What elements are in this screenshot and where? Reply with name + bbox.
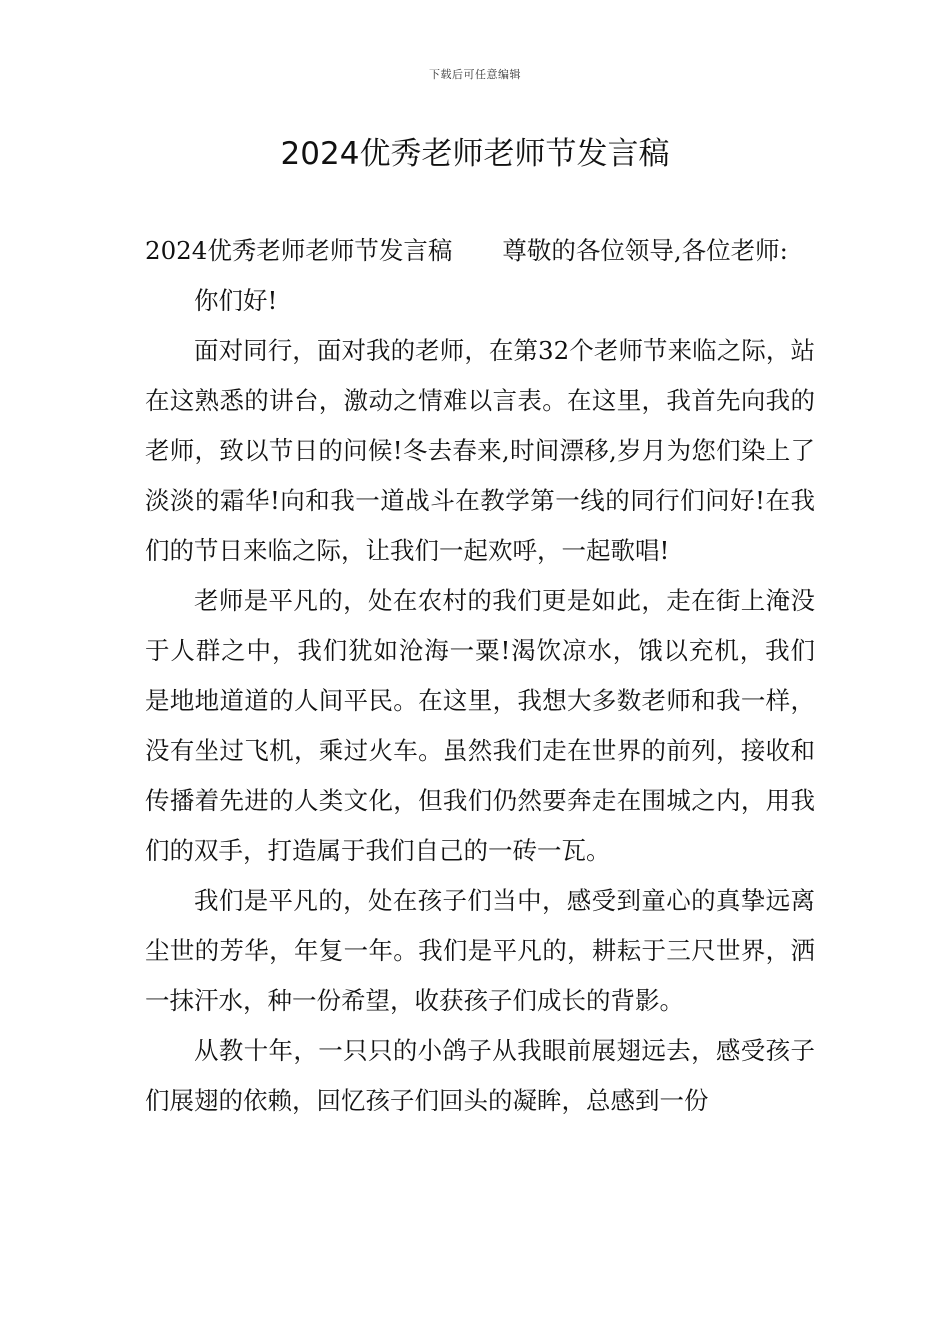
- opening-line: [145, 226, 815, 276]
- document-title: 2024优秀老师老师节发言稿: [280, 136, 670, 172]
- paragraph-2: 老师是平凡的，处在农村的我们更是如此，走在街上淹没于人群之中，我们犹如沧海一粟!渴饮凉水，饿以充机，我们是地地道道的人间平民。在这里，我想大多数老师和我一样，没有坐过飞机，乘过火车。虽然我们走在世界的前列，接收和传播着先进的人类文化，但我们仍然要奔走在围城之内，用我们的双手，打造属于我们自己的一砖一瓦。: [145, 586, 815, 865]
- opening-doc-name: 2024优秀老师老师节发言稿: [145, 236, 453, 265]
- paragraph-greeting: 你们好!: [194, 286, 278, 315]
- paragraph-4: 从教十年，一只只的小鸽子从我眼前展翅远去，感受孩子们展翅的依赖，回忆孩子们回头的凝眸，总感到一份: [145, 1036, 815, 1115]
- paragraph-3: 我们是平凡的，处在孩子们当中，感受到童心的真挚远离尘世的芳华，年复一年。我们是平凡的，耕耘于三尺世界，洒一抹汗水，种一份希望，收获孩子们成长的背影。: [145, 886, 815, 1015]
- header-note: 下载后可任意编辑: [429, 68, 521, 81]
- document-body: [145, 226, 815, 1126]
- paragraph-1: 面对同行，面对我的老师，在第32个老师节来临之际，站在这熟悉的讲台，激动之情难以言表。在这里，我首先向我的老师，致以节日的问候!冬去春来,时间漂移,岁月为您们染上了淡淡的霜华!向和我一道战斗在教学第一线的同行们问好!在我们的节日来临之际，让我们一起欢呼，一起歌唱!: [145, 336, 815, 565]
- salutation: 尊敬的各位领导,各位老师:: [502, 236, 788, 265]
